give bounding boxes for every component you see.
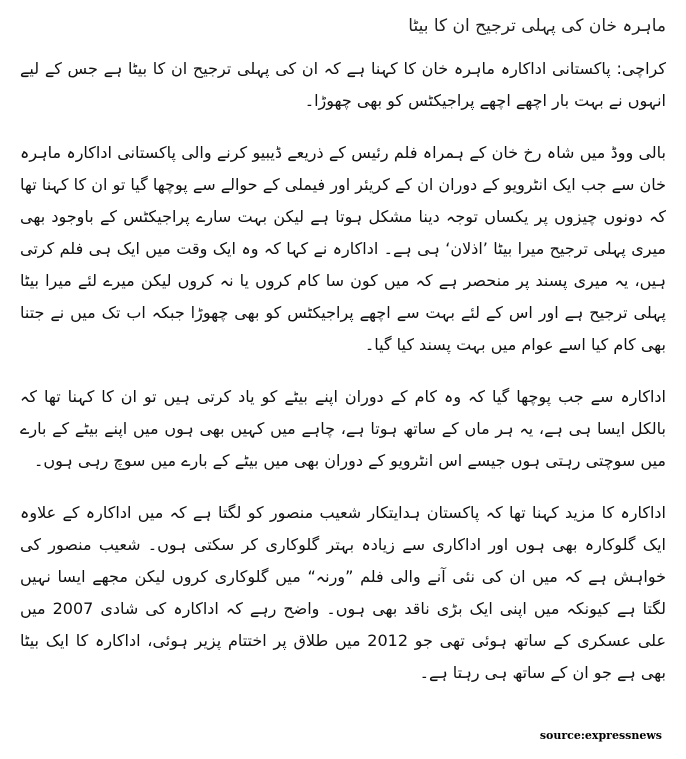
source-credit: source:expressnews <box>539 729 662 742</box>
article-paragraph-3: اداکارہ سے جب پوچھا گیا کہ وہ کام کے دوران اپنے بیٹے کو یاد کرتی ہیں تو ان کا کہنا تھا کہ بالکل ایسا ہی ہے، یہ ہر ماں کے ساتھ ہوتا ہے، چاہے میں کہیں بھی ہوں میں اپنے بیٹے کے بارے میں سوچتی رہتی ہوں جیسے اس انٹرویو کے دوران بھی میں بیٹے کے بارے میں سوچ رہی ہوں۔ <box>20 387 666 470</box>
article-paragraph-4: اداکارہ کا مزید کہنا تھا کہ پاکستان ہدایتکار شعیب منصور کو لگتا ہے کہ میں اداکارہ کے علاوہ ایک گلوکارہ بھی ہوں اور اداکاری سے زیادہ بہتر گلوکاری کر سکتی ہوں۔ شعیب منصور کی خواہش ہے کہ میں ان کی نئی آنے والی فلم ”ورنہ“ میں گلوکاری کروں لیکن مجھے ایسا نہیں لگتا ہے کیونکہ میں اپنی ایک بڑی ناقد بھی ہوں۔ واضح رہے کہ اداکارہ کی شادی 2007 میں علی عسکری کے ساتھ ہوئی تھی جو 2012 میں طلاق پر اختتام پزیر ہوئی، اداکارہ کا ایک بیٹا بھی ہے جو ان کے ساتھ ہی رہتا ہے۔ <box>20 503 667 682</box>
article-paragraph-2: بالی ووڈ میں شاہ رخ خان کے ہمراہ فلم رئیس کے ذریعے ڈیبیو کرنے والی پاکستانی اداکارہ ماہرہ خان سے جب ایک انٹرویو کے دوران ان کے کریئر اور فیملی کے حوالے سے پوچھا گیا تو ان کا کہنا تھا کہ دونوں چیزوں پر یکساں توجہ دینا مشکل ہوتا ہے لیکن بہت سارے پراجیکٹس کے باوجود بھی میری پہلی ترجیح میرا بیٹا ’اذلان‘ ہی ہے۔ اداکارہ نے کہا کہ وہ ایک وقت میں ایک ہی فلم کرتی ہیں، یہ میری پسند پر منحصر ہے کہ میں کون سا کام کروں یا نہ کروں لیکن میرے لئے میرا بیٹا پہلی ترجیح ہے اور اس کے لئے بہت سے اچھے پراجیکٹس کو بھی چھوڑا جبکہ اب تک میں نے جتنا بھی کام کیا اسے عوام میں بہت پسند کیا گیا۔ <box>20 143 666 354</box>
article-paragraph-1: کراچی: پاکستانی اداکارہ ماہرہ خان کا کہنا ہے کہ ان کی پہلی ترجیح ان کا بیٹا ہے جس کے لیے انہوں نے بہت بار اچھے اچھے پراجیکٹس کو بھی چھوڑا۔ <box>20 59 666 110</box>
article-title: ماہرہ خان کی پہلی ترجیح ان کا بیٹا <box>408 16 666 36</box>
